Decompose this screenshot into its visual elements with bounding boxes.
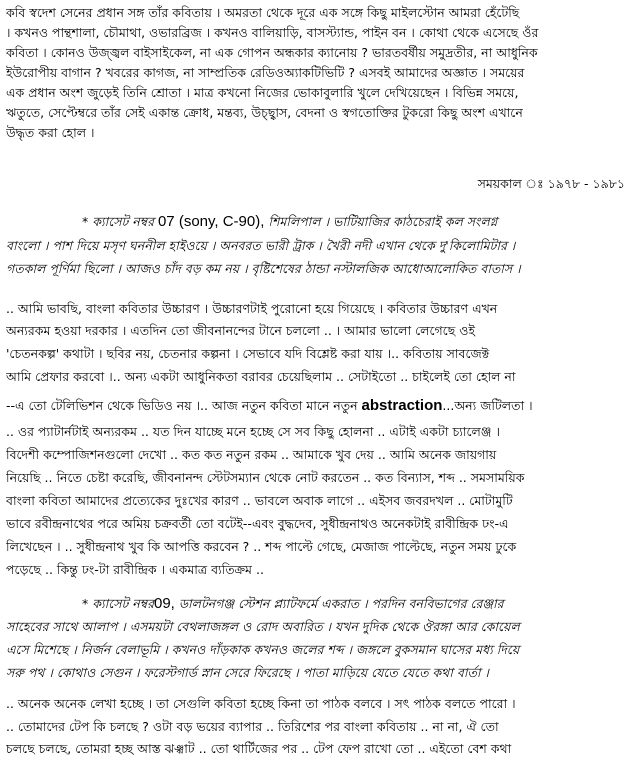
period-line: সময়কাল ঃ ১৯৭৮ - ১৯৮১ bbox=[477, 176, 625, 191]
intro-line-5: এক প্রধান অংশ জুড়েই তিনি শ্রোতা । মাত্র কখনো নিজের ভোকাবুলারি খুলে দেখিয়েছেন । বিভিন্ন সময়ে, bbox=[6, 85, 519, 100]
intro-line-2: । কখনও পান্থশালা, চৌমাথা, ওভারব্রিজ । কখনও বালিয়াড়ি, বাসস্ট্যান্ড, পাইন বন । কোথা থেকে এসেছে ওঁর bbox=[6, 25, 539, 40]
quote-1-line-1: .. আমি ভাবছি, বাংলা কবিতার উচ্চারণ । উচ্চারণটাই পুরোনো হয়ে গিয়েছে । কবিতার উচ্চারণ এখন bbox=[6, 301, 498, 316]
abstraction-pre: --এ তো টেলিভিশন থেকে ভিডিও নয় ।.. আজ নতুন কবিতা মানে নতুন bbox=[6, 398, 362, 413]
quote-1-line-11: পড়েছে .. কিন্তু ঢং-টা রাবীন্দ্রিক । একমাত্র ব্যতিক্রম .. bbox=[6, 562, 264, 577]
quote-2-line-2: .. তোমাদের টেপ কি চলছে ? ওটা বড় ভয়ের ব্যাপার .. তিরিশের পর বাংলা কবিতায় .. না না, ঐ তো bbox=[6, 719, 499, 734]
cassette-7-model: (sony, C-90), bbox=[174, 213, 265, 230]
quote-2-line-3: চলছে চলছে, তোমরা হচ্ছ আস্ত ঝঞ্ঝাট .. তো থার্টিজের পর .. টেপ ফেপ রাখো তো .. এইতো বেশ কথা bbox=[6, 741, 512, 756]
cassette-9-place: ডালটনগঞ্জ স্টেশন প্ল্যাটফর্মে একরাত । পরদিন বনবিভাগের রেঞ্জার bbox=[174, 596, 504, 611]
cassette-9-heading bbox=[82, 594, 629, 614]
cassette-9-line-1: সাহেবের সাথে আলাপ । এসময়টা বেথলাজঙ্গল ও রোদ অবারিত । যখন দুদিক থেকে ঔরঙ্গা আর কোয়েল bbox=[6, 619, 520, 634]
intro-line-1: কবি স্বদেশ সেনের প্রধান সঙ্গ তাঁর কবিতায় । অমরতা থেকে দূরে এক সঙ্গে কিছু মাইলস্টোন আমরা হেঁটেছি bbox=[6, 5, 520, 20]
cassette-7-line-1: বাংলো । পাশ দিয়ে মসৃণ ঘননীল হাইওয়ে । অনবরত ভারী ট্রাক । খৈরী নদী এখান থেকে দু'কিলোমিটার । bbox=[6, 238, 516, 253]
quote-1-line-4: আমি প্রেফার করবো ।.. অন্য একটা আধুনিকতা বরাবর চেয়েছিলাম .. সেটাইতো .. চাইলেই তো হোল না bbox=[6, 369, 516, 384]
cassette-7-line-2: গতকাল পূর্ণিমা ছিলো । আজও চাঁদ বড় কম নয় । বৃষ্টিশেষের ঠান্ডা নস্টালজিক আধোআলোকিত বাতাস । bbox=[6, 261, 521, 276]
quote-1-line-5: .. ওর প্যাটার্নটাই অন্যরকম .. যত দিন যাচ্ছে মনে হচ্ছে সে সব কিছু হোলনা .. এটাই একটা চ্যালেঞ্জ । bbox=[6, 424, 500, 439]
cassette-7-place: শিমলিপাল । ভাটিয়াজির কাঠচেরাই কল সংলগ্ন bbox=[264, 214, 498, 229]
cassette-7-prefix: * ক্যাসেট নম্বর bbox=[82, 214, 158, 229]
cassette-7-number: 07 bbox=[157, 213, 175, 230]
abstraction-post: ...অন্য জটিলতা । bbox=[442, 398, 533, 413]
intro-line-6: ঋতুতে, সেপ্টেম্বরে তাঁর সেই একান্ত ক্রোধ, মন্তব্য, উচ্ছ্বাস, বেদনা ও স্বগতোক্তির টুকরো কিছু অংশ এখানে bbox=[6, 105, 523, 120]
quote-1-line-2: অন্যরকম হওয়া দরকার । এতদিন তো জীবনানন্দের টানে চললো .. । আমার ভালো লেগেছে ওই bbox=[6, 323, 475, 338]
cassette-9-line-3: সরু পথ । কোথাও সেগুন । ফরেস্টগার্ড স্নান সেরে ফিরেছে । পাতা মাড়িয়ে যেতে যেতে কথা বার্তা । bbox=[6, 665, 489, 680]
quote-1-line-8: বাংলা কবিতা আমাদের প্রত্যেকের দুঃখের কারণ .. ভাবলে অবাক লাগে .. এইসব জবরদখল .. মোটামুটি bbox=[6, 493, 513, 508]
cassette-9-line-2: এসে মিশেছে । নির্জন বেলাভূমি । কখনও দাঁড়কাক কখনও জলের শব্দ । জঙ্গলে বুকসমান ঘাসের মধ্য দিয়ে bbox=[6, 642, 520, 657]
intro-line-3: কবিতা । কোনও উজ্জ্বল বাইসাইকেল, না এক গোপন অন্ধকার ক্যানোয় ? ভারতবর্ষীয় সমুদ্রতীর, না আধুনিক bbox=[6, 45, 538, 60]
quote-1-line-9: ভাবে রবীন্দ্রনাথের পরে অমিয় চক্রবর্তী তো বটেই--এবং বুদ্ধদেব, সুধীন্দ্রনাথও অনেকটাই রাবীন্দ্রিক ঢং-এ bbox=[6, 516, 509, 531]
cassette-9-number: 09, bbox=[153, 595, 175, 612]
cassette-9-prefix: * ক্যাসেট নম্বর bbox=[82, 596, 154, 611]
intro-line-7: উদ্ধৃত করা হোল । bbox=[6, 125, 95, 140]
quote-1-line-6: বিদেশী কম্পোজিশনগুলো দেখো .. কত কত নতুন রকম .. আমাকে খুব দেয় .. আমি অনেক জায়গায় bbox=[6, 447, 497, 462]
intro-line-4: ইউরোপীয় বাগান ? খবরের কাগজ, না সাম্প্রতিক রেডিওঅ্যাকটিভিটি ? এসবই আমাদের অজ্ঞাত । সময়ের bbox=[6, 65, 525, 80]
quote-1-line-10: লিখেছেন । .. সুধীন্দ্রনাথ খুব কি আপত্তি করবেন ? .. শব্দ পাল্টে গেছে, মেজাজ পাল্টেছে, নতুন সময় ঢুকে bbox=[6, 539, 517, 554]
quote-2-line-1: .. অনেক অনেক লেখা হচ্ছে । তা সেগুলি কবিতা হচ্ছে কিনা তা পাঠক বলবে । সৎ পাঠক বলতে পারো । bbox=[6, 696, 516, 711]
cassette-7-heading bbox=[82, 212, 629, 232]
quote-1-line-3: 'চেতনকল্প' কথাটা । ছবির নয়, চেতনার কল্পনা । সেভাবে যদি বিশ্লেষ্ট করা যায় ।.. কবিতায় সাবজেক্ট bbox=[6, 346, 490, 361]
abstraction-word: abstraction bbox=[361, 397, 443, 414]
quote-1-line-7: নিয়েছি .. নিতে চেষ্টা করেছি, জীবনানন্দ স্টেটসম্যান থেকে নোট করতেন .. কত বিন্যাস, শব্দ .. সমসাময়িক bbox=[6, 470, 525, 485]
quote-1-abstraction-line bbox=[6, 396, 629, 416]
